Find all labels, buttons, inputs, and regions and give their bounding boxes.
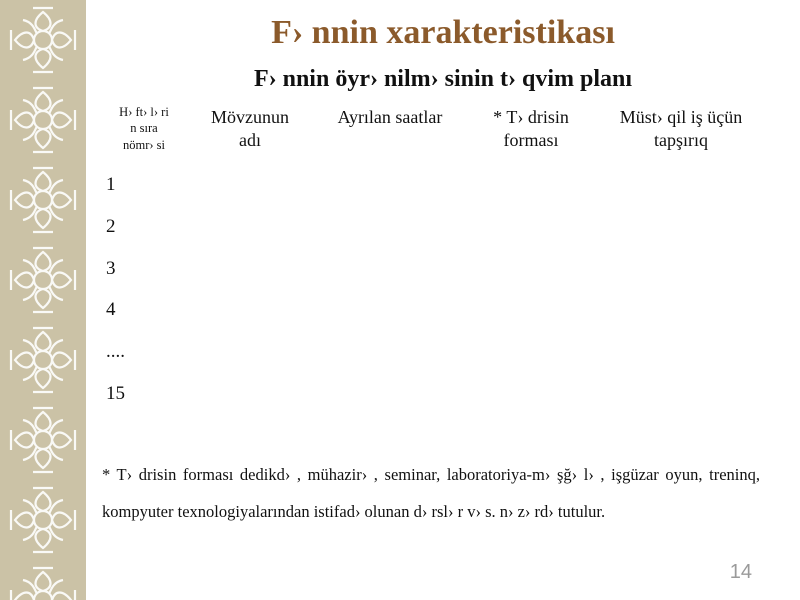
footnote: * T› drisin forması dedikd› , mühazir› , seminar, laboratoriya-m› şğ› l› , işgüzar oyun, treninq, kompyuter texnologiyalarından istifad› olunan d› rsl› r v› s. n› z› rd› tutulur. xyxy=(102,465,760,521)
header-lesson-form: * T› drisin forması xyxy=(493,107,569,151)
header-allocated-hours: Ayrılan saatlar xyxy=(337,107,443,127)
row-number: .... xyxy=(106,341,125,362)
header-week-number xyxy=(104,104,184,153)
slide-subtitle: F› nnin öyr› nilm› sinin t› qvim planı xyxy=(253,66,633,92)
row-number: 3 xyxy=(106,258,116,279)
header-independent-task: Müst› qil iş üçün tapşırıq xyxy=(619,107,743,151)
decorative-sidebar xyxy=(0,0,86,600)
header-week-line-3: nömr› si xyxy=(122,137,165,152)
slide-title: F› nnin xarakteristikası xyxy=(271,14,615,51)
ornament-pattern xyxy=(0,0,86,600)
page-number: 14 xyxy=(729,561,752,583)
row-number: 1 xyxy=(106,174,116,195)
row-number: 2 xyxy=(106,216,116,237)
row-number: 15 xyxy=(106,383,125,404)
header-week-line-1: H› ft› l› ri xyxy=(119,105,169,119)
header-topic-name: Mövzunun adı xyxy=(211,107,289,151)
header-week-line-2: n sıra xyxy=(130,121,158,136)
row-number: 4 xyxy=(106,299,116,320)
